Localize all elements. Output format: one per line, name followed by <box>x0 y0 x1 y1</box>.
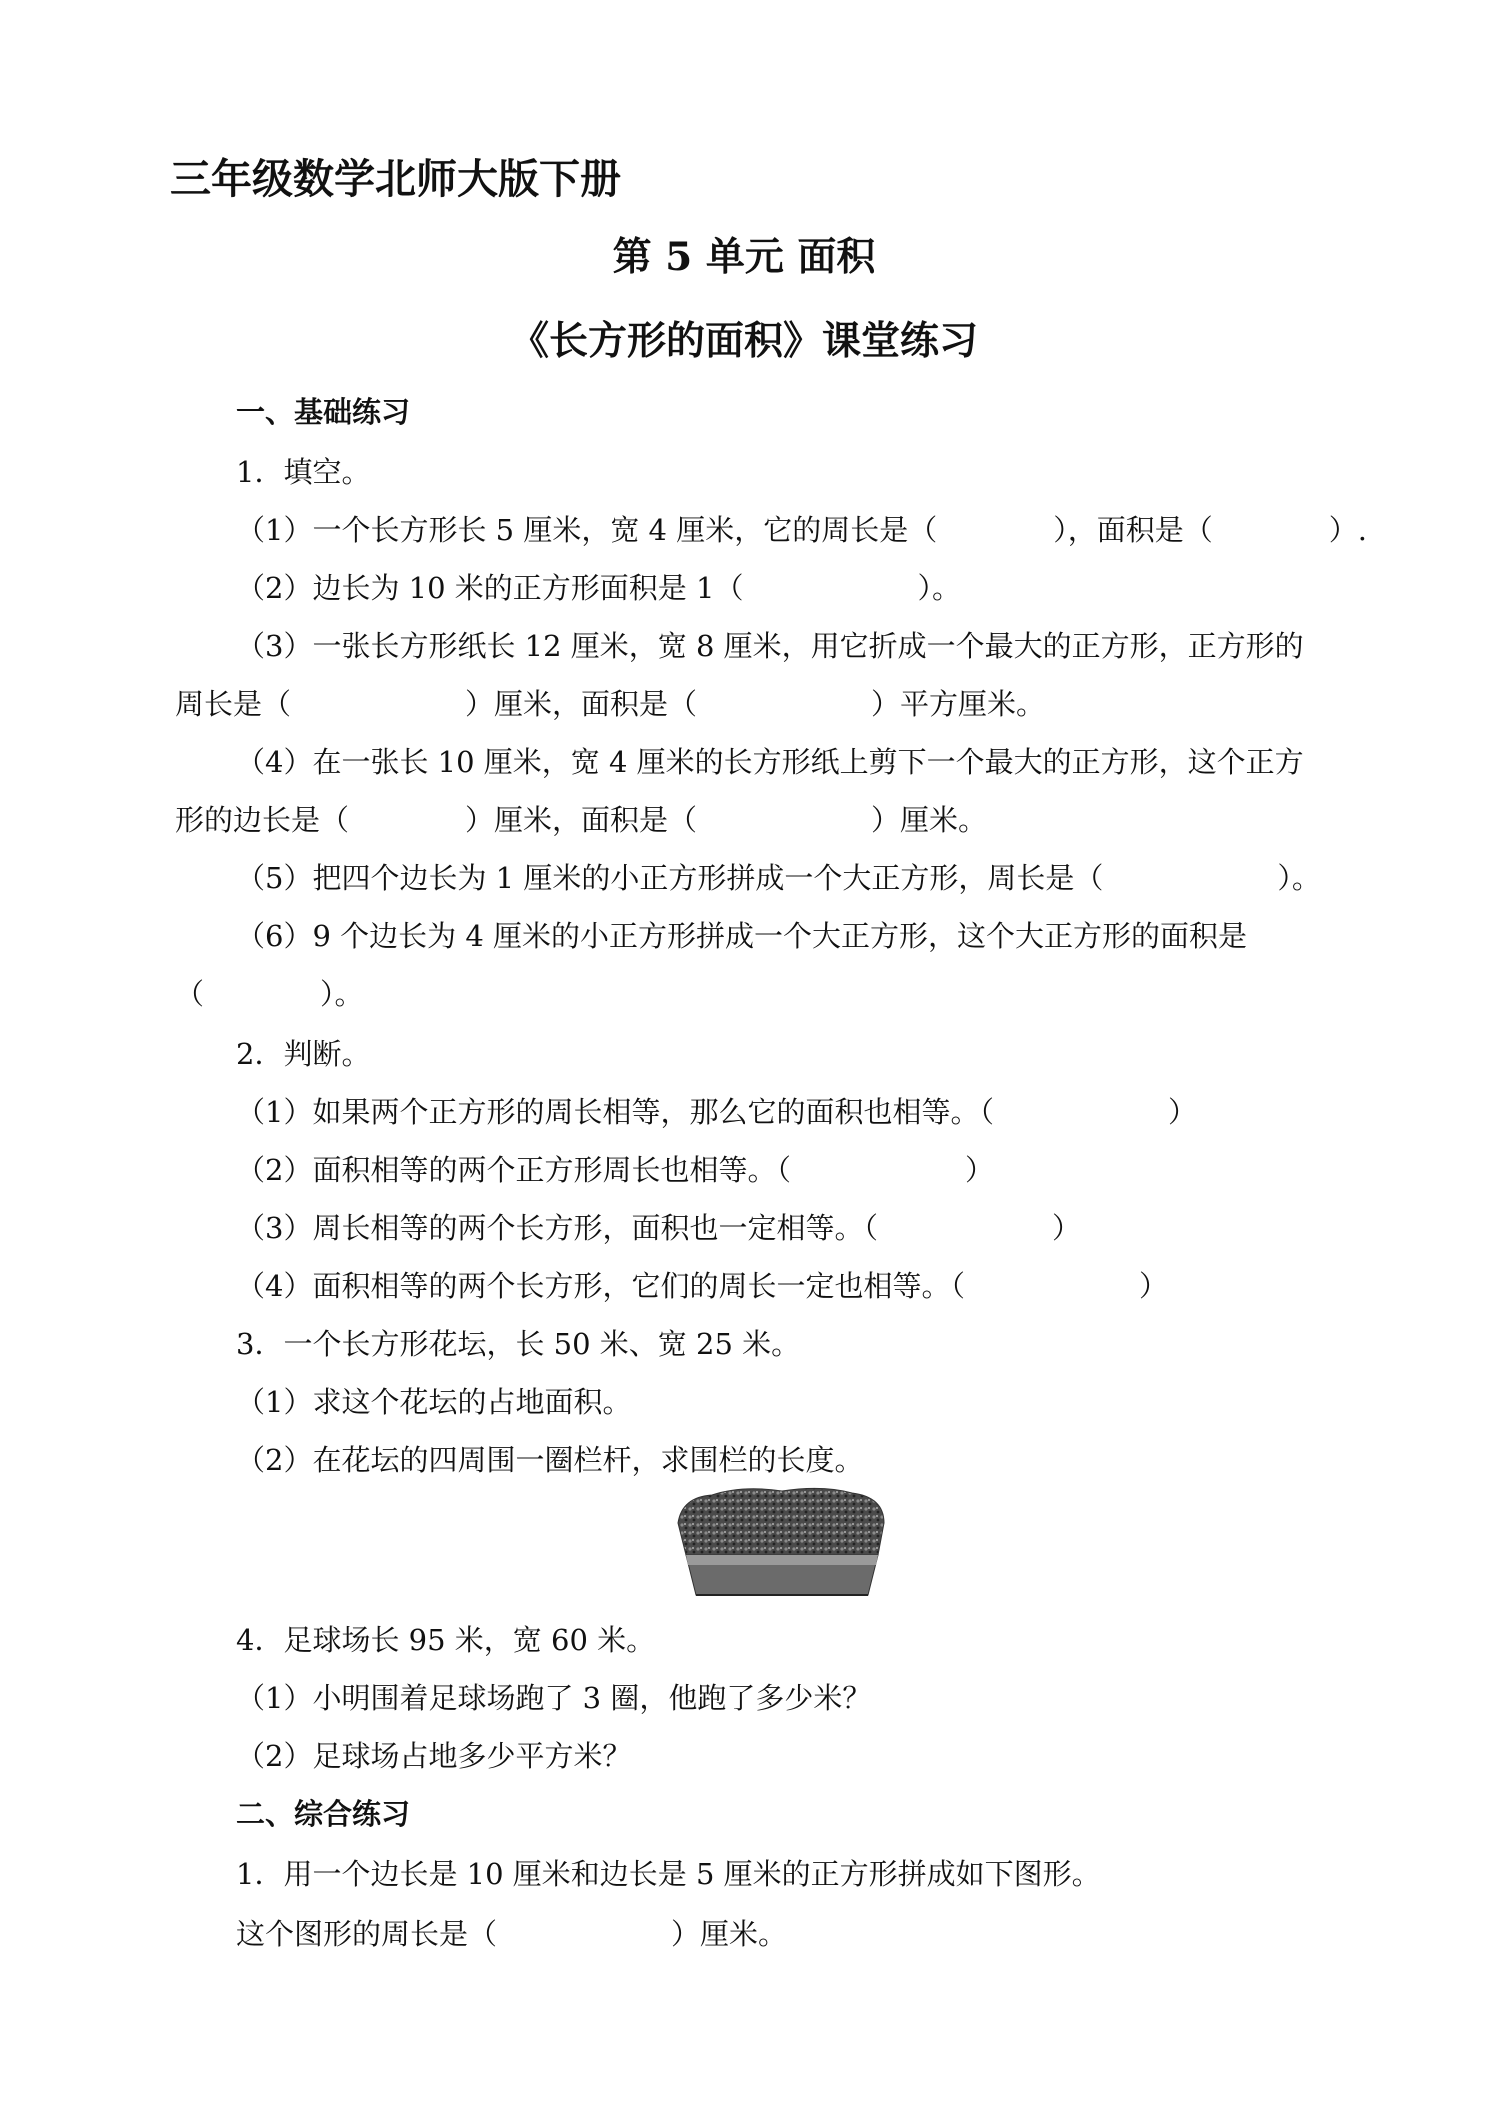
question-4-label: 4．足球场长 95 米，宽 60 米。 <box>236 1623 656 1657</box>
flowerbed-image <box>672 1483 890 1603</box>
question-1-label: 1．填空。 <box>236 455 371 489</box>
fill-item-3-cont: 周长是（ ）厘米，面积是（ ）平方厘米。 <box>175 687 1046 721</box>
judge-item-2: （2）面积相等的两个正方形周长也相等。（ ） <box>236 1153 994 1187</box>
fill-item-4-cont: 形的边长是（ ）厘米，面积是（ ）厘米。 <box>175 803 988 837</box>
field-item-1: （1）小明围着足球场跑了 3 圈，他跑了多少米？ <box>236 1681 872 1715</box>
fill-item-4: （4）在一张长 10 厘米，宽 4 厘米的长方形纸上剪下一个最大的正方形，这个正方 <box>236 745 1304 779</box>
comprehensive-q1-label: 1．用一个边长是 10 厘米和边长是 5 厘米的正方形拼成如下图形。 <box>236 1857 1101 1891</box>
fill-item-6-cont: （ ）。 <box>175 977 364 1011</box>
judge-item-3: （3）周长相等的两个长方形，面积也一定相等。（ ） <box>236 1211 1081 1245</box>
question-3-label: 3．一个长方形花坛，长 50 米、宽 25 米。 <box>236 1327 801 1361</box>
section-basic-heading: 一、基础练习 <box>236 395 411 429</box>
question-2-label: 2．判断。 <box>236 1037 371 1071</box>
lesson-title: 《长方形的面积》课堂练习 <box>509 318 978 364</box>
section-comprehensive-heading: 二、综合练习 <box>236 1797 411 1831</box>
field-item-2: （2）足球场占地多少平方米？ <box>236 1739 632 1773</box>
flowerbed-item-2: （2）在花坛的四周围一圈栏杆，求围栏的长度。 <box>236 1443 864 1477</box>
fill-item-6: （6）9 个边长为 4 厘米的小正方形拼成一个大正方形，这个大正方形的面积是 <box>236 919 1248 953</box>
fill-item-1: （1）一个长方形长 5 厘米，宽 4 厘米，它的周长是（ ），面积是（ ）. <box>236 513 1367 547</box>
comprehensive-q1-item: 这个图形的周长是（ ）厘米。 <box>236 1917 788 1951</box>
fill-item-2: （2）边长为 10 米的正方形面积是 1（ ）。 <box>236 571 961 605</box>
book-title: 三年级数学北师大版下册 <box>170 155 621 203</box>
judge-item-4: （4）面积相等的两个长方形，它们的周长一定也相等。（ ） <box>236 1269 1168 1303</box>
unit-title: 第 5 单元 面积 <box>612 234 876 280</box>
flowerbed-item-1: （1）求这个花坛的占地面积。 <box>236 1385 632 1419</box>
judge-item-1: （1）如果两个正方形的周长相等，那么它的面积也相等。（ ） <box>236 1095 1197 1129</box>
fill-item-5: （5）把四个边长为 1 厘米的小正方形拼成一个大正方形，周长是（ ）。 <box>236 861 1321 895</box>
fill-item-3: （3）一张长方形纸长 12 厘米，宽 8 厘米，用它折成一个最大的正方形，正方形的 <box>236 629 1304 663</box>
